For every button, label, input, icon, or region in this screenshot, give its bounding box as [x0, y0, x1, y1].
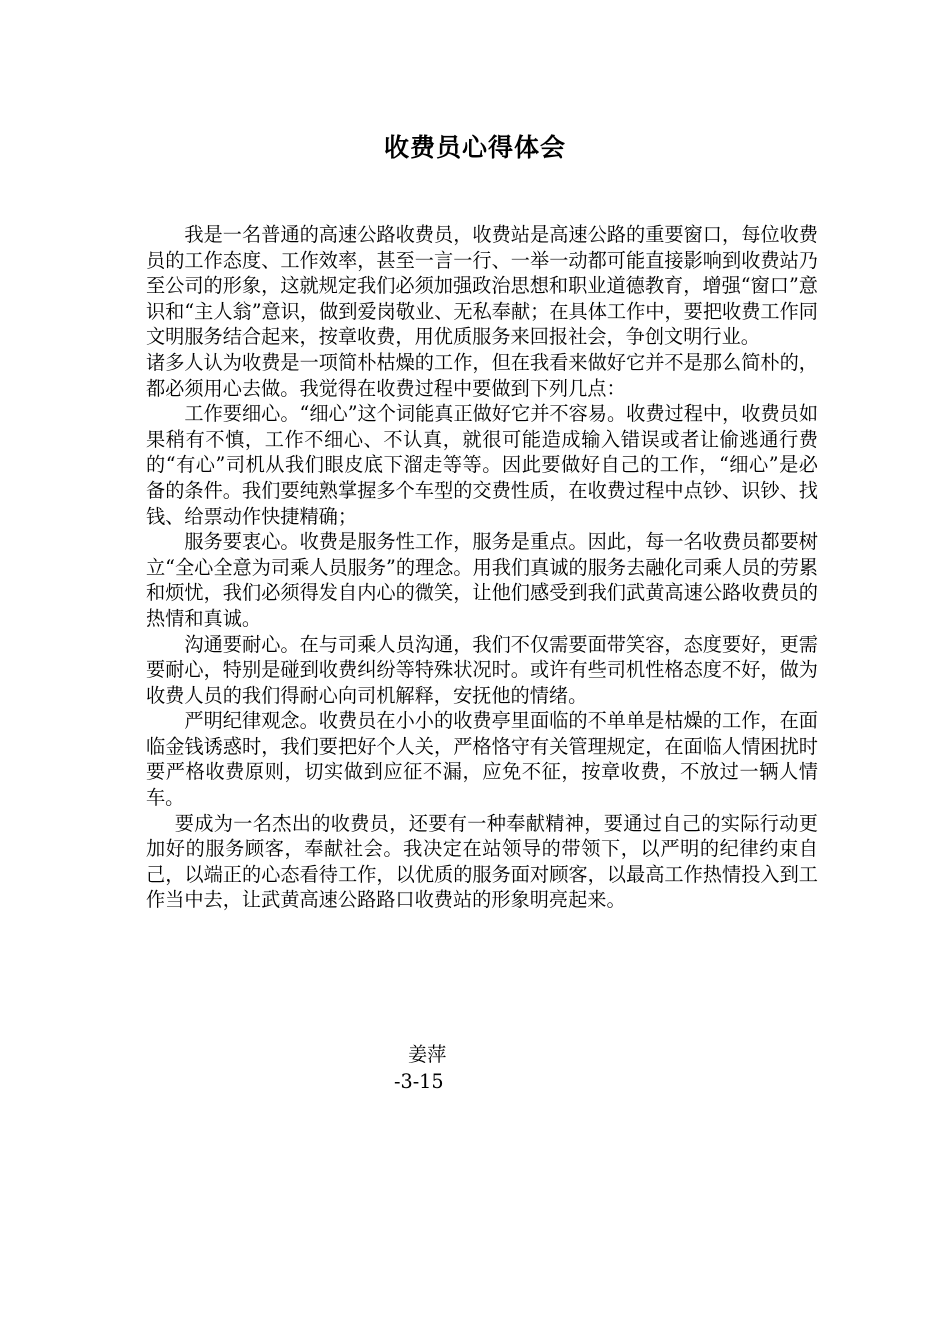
- document-body: [146, 222, 818, 913]
- paragraph-intro: 我是一名普通的高速公路收费员，收费站是高速公路的重要窗口，每位收费员的工作态度、工作效率，甚至一言一行、一举一动都可能直接影响到收费站乃至公司的形象，这就规定我们必须加强政治思想和职业道德教育，增强“窗口”意识和“主人翁”意识，做到爱岗敬业、无私奉献；在具体工作中，要把收费工作同文明服务结合起来，按章收费，用优质服务来回报社会，争创文明行业。: [146, 223, 818, 349]
- paragraph-points-intro: 诸多人认为收费是一项简朴枯燥的工作，但在我看来做好它并不是那么简朴的，都必须用心去做。我觉得在收费过程中要做到下列几点：: [146, 350, 818, 400]
- signature-date: -3-15: [394, 1070, 444, 1093]
- paragraph-sincere: 服务要衷心。收费是服务性工作，服务是重点。因此，每一名收费员都要树立“全心全意为司乘人员服务”的理念。用我们真诚的服务去融化司乘人员的劳累和烦忧，我们必须得发自内心的微笑，让他们感受到我们武黄高速公路收费员的热情和真诚。: [146, 530, 818, 630]
- paragraph-discipline: 严明纪律观念。收费员在小小的收费亭里面临的不单单是枯燥的工作，在面临金钱诱惑时，我们要把好个人关，严格恪守有关管理规定，在面临人情困扰时要严格收费原则，切实做到应征不漏，应免不征，按章收费，不放过一辆人情车。: [146, 709, 818, 810]
- document-title: 收费员心得体会: [383, 133, 566, 162]
- paragraph-patient: 沟通要耐心。在与司乘人员沟通，我们不仅需要面带笑容，态度要好，更需要耐心，特别是碰到收费纠纷等特殊状况时。或许有些司机性格态度不好，做为收费人员的我们得耐心向司机解释，安抚他的情绪。: [146, 632, 818, 707]
- signature-name: 姜萍: [408, 1043, 447, 1066]
- paragraph-careful: 工作要细心。“细心”这个词能真正做好它并不容易。收费过程中，收费员如果稍有不慎，工作不细心、不认真，就很可能造成输入错误或者让偷逃通行费的“有心”司机从我们眼皮底下溜走等等。因此要做好自己的工作，“细心”是必备的条件。我们要纯熟掌握多个车型的交费性质，在收费过程中点钞、识钞、找钱、给票动作快捷精确；: [146, 402, 819, 528]
- signature-block: [394, 1041, 514, 1095]
- paragraph-conclusion: 要成为一名杰出的收费员，还要有一种奉献精神，要通过自己的实际行动更加好的服务顾客，奉献社会。我决定在站领导的带领下，以严明的纪律约束自己，以端正的心态看待工作，以优质的服务面对顾客，以最高工作热情投入到工作当中去，让武黄高速公路路口收费站的形象明亮起来。: [146, 811, 818, 912]
